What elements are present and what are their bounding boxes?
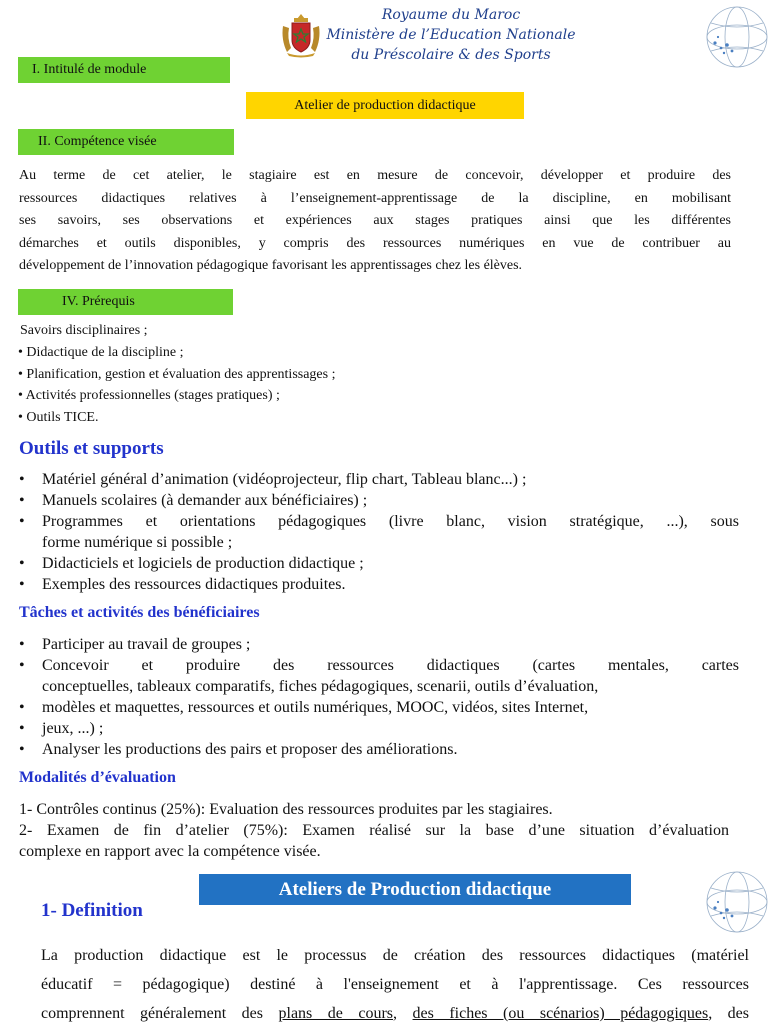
outils-list xyxy=(19,469,739,595)
definition-line-2: éducatif = pédagogique) destiné à l'enseignement et à l'apprentissage. Ces ressources xyxy=(41,976,749,993)
coat-of-arms-icon xyxy=(279,12,323,58)
bullet-icon: • xyxy=(19,576,25,593)
ateliers-banner: Ateliers de Production didactique xyxy=(199,874,631,905)
prerequis-list xyxy=(18,320,336,429)
list-item-text: jeux, ...) ; xyxy=(42,720,104,737)
bullet-icon: • xyxy=(19,636,25,653)
definition-heading: 1- Definition xyxy=(41,900,143,921)
definition-text: , xyxy=(393,1005,413,1022)
definition-paragraph xyxy=(41,941,749,1024)
ministry-header xyxy=(320,5,582,65)
modalites-line-3: complexe en rapport avec la compétence visée. xyxy=(19,843,321,860)
competence-line-3: ses savoirs, ses observations et expériences aux stages pratiques ainsi que les différentes xyxy=(19,213,731,229)
list-item xyxy=(19,511,739,553)
module-label: I. Intitulé de module xyxy=(32,62,147,77)
prerequis-item: • Outils TICE. xyxy=(18,410,99,426)
prerequis-item: • Activités professionnelles (stages pratiques) ; xyxy=(18,388,280,404)
globe-logo-icon xyxy=(697,866,768,938)
bullet-icon: • xyxy=(19,492,25,509)
module-label-box xyxy=(18,57,230,83)
list-item xyxy=(19,634,739,655)
list-item-text: conceptuelles, tableaux comparatifs, fiches pédagogiques, scenarii, outils d’évaluation, xyxy=(42,678,599,695)
bullet-icon: • xyxy=(19,471,25,488)
competence-line-2: ressources didactiques relatives à l’enseignement-apprentissage de la discipline, en mobilisant xyxy=(19,190,731,206)
modalites-heading: Modalités d’évaluation xyxy=(19,769,176,786)
header-line-kingdom: Royaume du Maroc xyxy=(381,7,521,23)
definition-line-1: La production didactique est le processus de création des ressources didactiques (matériel xyxy=(41,947,749,964)
competence-label: II. Compétence visée xyxy=(38,134,157,149)
list-item xyxy=(19,490,739,511)
taches-list xyxy=(19,634,739,760)
prerequis-label: IV. Prérequis xyxy=(62,294,135,309)
list-item xyxy=(19,574,739,595)
definition-text: , des xyxy=(708,1005,750,1022)
bullet-icon: • xyxy=(19,513,25,530)
prerequis-item: Savoirs disciplinaires ; xyxy=(20,323,148,338)
definition-line-3 xyxy=(41,999,749,1024)
list-item-text: Participer au travail de groupes ; xyxy=(42,636,251,653)
taches-heading: Tâches et activités des bénéficiaires xyxy=(19,604,260,621)
list-item-text: Matériel général d’animation (vidéoprojecteur, flip chart, Tableau blanc...) ; xyxy=(42,471,527,488)
list-item xyxy=(19,553,739,574)
prerequis-item: • Planification, gestion et évaluation des apprentissages ; xyxy=(18,366,336,382)
competence-line-4: démarches et outils disponibles, y compris des ressources numériques en vue de contribuer au xyxy=(19,235,731,251)
list-item-text: forme numérique si possible ; xyxy=(42,534,233,551)
competence-label-box xyxy=(18,129,234,155)
header-line-sports: du Préscolaire & des Sports xyxy=(351,47,551,63)
list-item-text: Exemples des ressources didactiques produites. xyxy=(42,576,346,593)
list-item-text: Programmes et orientations pédagogiques (livre blanc, vision stratégique, ...), sous xyxy=(42,513,739,530)
modalites-text xyxy=(19,799,729,862)
list-item-text: Didacticiels et logiciels de production didactique ; xyxy=(42,555,364,572)
competence-line-1: Au terme de cet atelier, le stagiaire est en mesure de concevoir, développer et produire des xyxy=(19,168,731,183)
list-item xyxy=(19,718,739,739)
outils-heading: Outils et supports xyxy=(19,438,164,459)
prerequis-label-box xyxy=(18,289,233,315)
bullet-icon: • xyxy=(19,741,25,758)
fiches-pedagogiques-link[interactable]: des fiches (ou scénarios) pédagogiques xyxy=(412,1005,709,1022)
list-item xyxy=(19,469,739,490)
bullet-icon: • xyxy=(19,555,25,572)
prerequis-item: • Didactique de la discipline ; xyxy=(18,344,184,360)
list-item xyxy=(19,697,739,718)
list-item xyxy=(19,655,739,697)
module-title: Atelier de production didactique xyxy=(294,98,476,113)
list-item-text: Manuels scolaires (à demander aux bénéficiaires) ; xyxy=(42,492,368,509)
competence-line-5: développement de l’innovation pédagogique favorisant les apprentissages chez les élèves. xyxy=(19,258,523,274)
list-item xyxy=(19,739,739,760)
list-item-text: Concevoir et produire des ressources didactiques (cartes mentales, cartes xyxy=(42,657,739,674)
definition-text: comprennent généralement des xyxy=(41,1005,279,1022)
header-line-ministry: Ministère de l’Education Nationale xyxy=(326,27,576,43)
bullet-icon: • xyxy=(19,657,25,674)
modalites-line-2: 2- Examen de fin d’atelier (75%): Examen réalisé sur la base d’une situation d’évaluation xyxy=(19,822,729,839)
bullet-icon: • xyxy=(19,699,25,716)
competence-paragraph xyxy=(19,165,731,278)
plans-de-cours-link[interactable]: plans de cours xyxy=(278,1005,394,1022)
globe-logo-icon xyxy=(697,1,768,73)
list-item-text: modèles et maquettes, ressources et outils numériques, MOOC, vidéos, sites Internet, xyxy=(42,699,589,716)
module-title-box xyxy=(246,92,524,119)
list-item-text: Analyser les productions des pairs et proposer des améliorations. xyxy=(42,741,458,758)
bullet-icon: • xyxy=(19,720,25,737)
modalites-line-1: 1- Contrôles continus (25%): Evaluation des ressources produites par les stagiaires. xyxy=(19,801,553,818)
